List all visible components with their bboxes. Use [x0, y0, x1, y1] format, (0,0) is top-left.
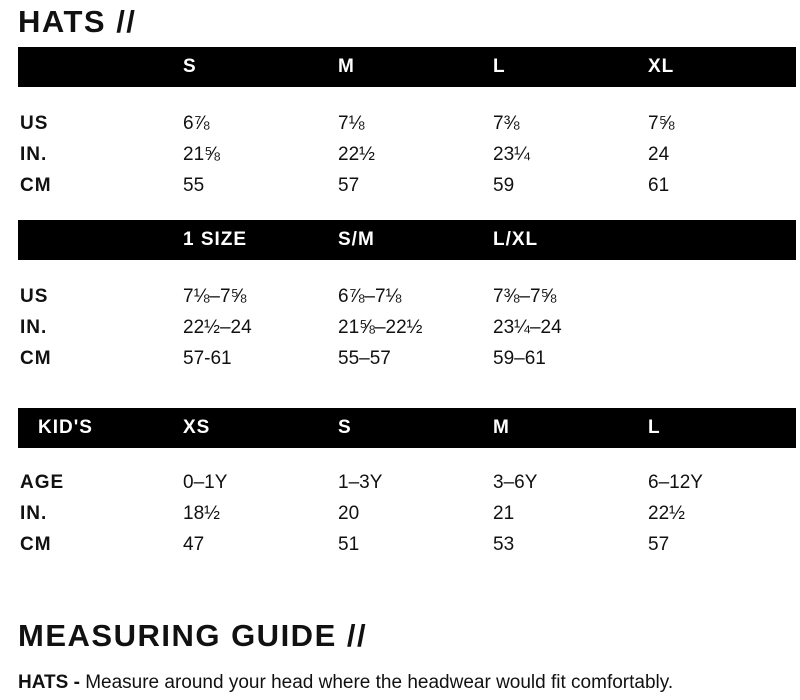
table-cell: 55–57 [338, 348, 391, 369]
table-row [18, 467, 796, 498]
table-cell: 7⅛ [338, 113, 365, 134]
table-cell: 6⅞–7⅛ [338, 286, 402, 307]
table-row [18, 498, 796, 529]
row-label: CM [20, 534, 52, 555]
measuring-guide-label: HATS - [18, 672, 80, 693]
table-cell: 53 [493, 534, 515, 555]
header-size-l: L [493, 56, 506, 77]
row-label: US [20, 286, 49, 307]
row-label: CM [20, 348, 52, 369]
row-label: IN. [20, 503, 48, 524]
size-table-adult [18, 47, 796, 201]
table-cell: 3–6Y [493, 472, 538, 493]
table-cell: 57-61 [183, 348, 232, 369]
measuring-guide-text [18, 669, 673, 697]
table-row [18, 108, 796, 139]
table-cell: 57 [338, 175, 360, 196]
table-row [18, 312, 796, 343]
header-size-s: S [338, 417, 352, 438]
table-cell: 24 [648, 144, 670, 165]
header-size-xs: XS [183, 417, 211, 438]
table-cell: 55 [183, 175, 205, 196]
measuring-guide-body: Measure around your head where the headwear would fit comfortably. [79, 672, 674, 693]
table-cell: 22½–24 [183, 317, 252, 338]
row-label: US [20, 113, 49, 134]
table-cell: 59 [493, 175, 515, 196]
header-size-s: S [183, 56, 197, 77]
table-cell: 21⅝ [183, 144, 220, 165]
table-body [18, 108, 796, 201]
table-cell: 23¼–24 [493, 317, 562, 338]
table-cell: 7⅜–7⅝ [493, 286, 557, 307]
table-cell: 6⅞ [183, 113, 210, 134]
header-size-m: M [338, 56, 355, 77]
table-cell: 7⅝ [648, 113, 675, 134]
header-size-s-m: S/M [338, 229, 375, 250]
table-cell: 18½ [183, 503, 220, 524]
header-size-m: M [493, 417, 510, 438]
table-cell: 22½ [648, 503, 685, 524]
table-row [18, 529, 796, 560]
table-header-bar [18, 408, 796, 448]
table-cell: 0–1Y [183, 472, 228, 493]
table-cell: 47 [183, 534, 205, 555]
table-cell: 23¼ [493, 144, 530, 165]
size-table-range [18, 220, 796, 374]
header-size-l-xl: L/XL [493, 229, 539, 250]
header-size-one-size: 1 SIZE [183, 229, 248, 250]
table-cell: 6–12Y [648, 472, 703, 493]
table-cell: 21 [493, 503, 515, 524]
table-row [18, 170, 796, 201]
table-cell: 20 [338, 503, 360, 524]
table-cell: 1–3Y [338, 472, 383, 493]
page-title: HATS // [18, 4, 137, 39]
measuring-guide-title: MEASURING GUIDE // [18, 618, 368, 653]
table-cell: 61 [648, 175, 670, 196]
table-cell: 22½ [338, 144, 375, 165]
table-cell: 59–61 [493, 348, 546, 369]
row-label: IN. [20, 144, 48, 165]
table-header-bar [18, 47, 796, 87]
table-header-bar [18, 220, 796, 260]
table-row [18, 281, 796, 312]
table-cell: 57 [648, 534, 670, 555]
row-label: AGE [20, 472, 65, 493]
table-cell: 7⅛–7⅝ [183, 286, 247, 307]
header-size-xl: XL [648, 56, 675, 77]
header-size-l: L [648, 417, 661, 438]
table-row [18, 343, 796, 374]
header-label-kids: KID'S [38, 417, 93, 438]
table-cell: 7⅜ [493, 113, 520, 134]
table-body [18, 281, 796, 374]
row-label: CM [20, 175, 52, 196]
table-cell: 21⅝–22½ [338, 317, 423, 338]
table-body [18, 467, 796, 560]
table-row [18, 139, 796, 170]
size-table-kids [18, 408, 796, 560]
row-label: IN. [20, 317, 48, 338]
table-cell: 51 [338, 534, 360, 555]
